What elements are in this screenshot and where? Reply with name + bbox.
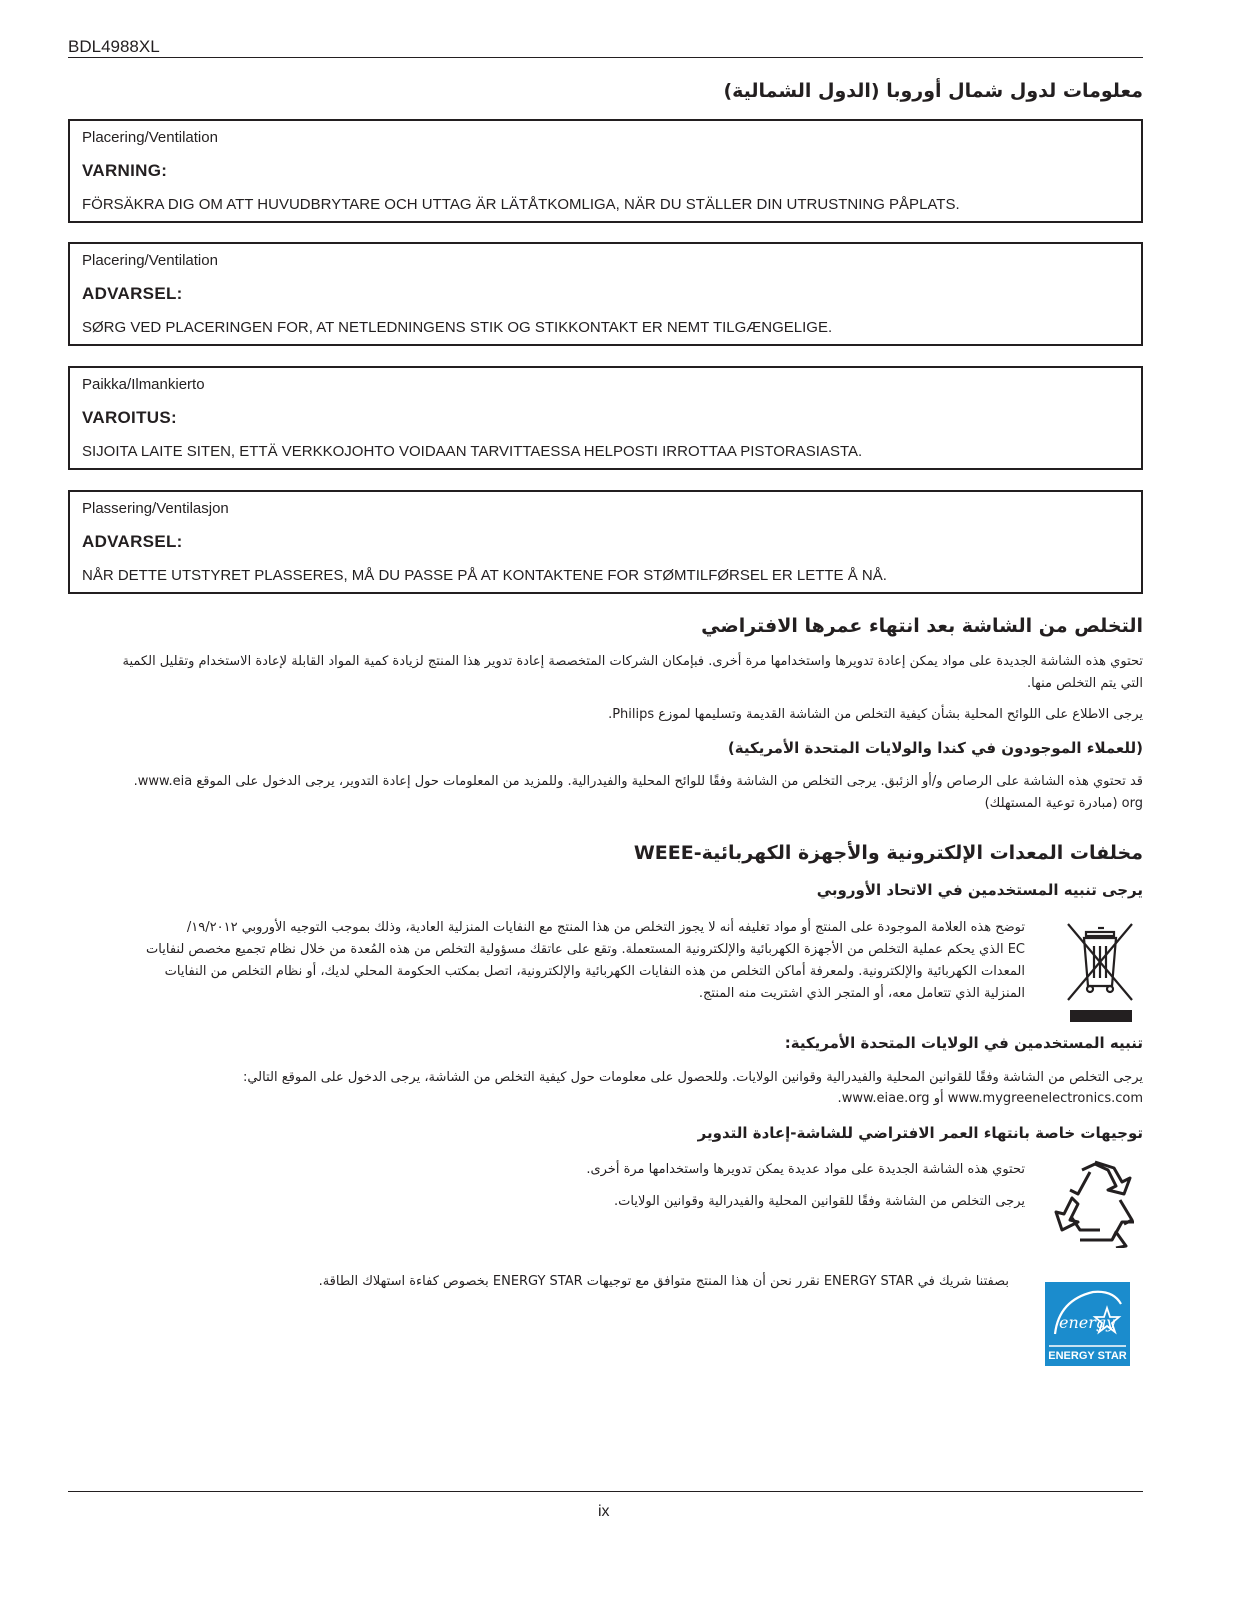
box-category: Paikka/Ilmankierto [82,376,205,393]
box-warning-label: VARNING: [82,161,168,180]
box-warning-label: ADVARSEL: [82,532,183,551]
box-warning-label: ADVARSEL: [82,284,183,303]
end-of-life-heading: توجيهات خاصة بانتهاء العمر الافتراضي للشاشة-إعادة التدوير [697,1124,1143,1142]
us-users-heading: تنبيه المستخدمين في الولايات المتحدة الأمريكية: [784,1034,1143,1052]
disposal-philips-paragraph: يرجى الاطلاع على اللوائح المحلية بشأن كيفية التخلص من الشاشة القديمة وتسليمها لموزع Philips. [608,707,1143,722]
crossed-out-bin-icon [1064,918,1136,1024]
eu-paragraph-line: المعدات الكهربائية والإلكترونية. ولمعرفة أماكن التخلص من هذه النفايات الكهربائية والإلكترونية، اتصل بمكتب الحكومة المحلي لديك، أو نظام التخلص من النفايات [164,964,1025,979]
footer-rule [68,1491,1143,1492]
box-warning-label: VAROITUS: [82,408,177,427]
box-message: FÖRSÄKRA DIG OM ATT HUVUDBRYTARE OCH UTTAG ÄR LÄTÅTKOMLIGA, NÄR DU STÄLLER DIN UTRUSTNING PÅPLATS. [82,196,960,213]
canada-us-paragraph-line: قد تحتوي هذه الشاشة على الرصاص و/أو الزئبق. يرجى التخلص من الشاشة وفقًا للوائح المحلية والفيدرالية. وللمزيد من المعلومات حول إعادة التدوير، يرجى الدخول على الموقع www.eia. [133,774,1143,789]
disposal-paragraph-line: التي يتم التخلص منها. [1026,676,1143,691]
box-category: Placering/Ventilation [82,252,218,269]
warning-box-danish [68,242,1143,346]
canada-us-paragraph-line: org (مبادرة توعية المستهلك) [984,796,1143,811]
us-paragraph-line: www.mygreenelectronics.com أو www.eiae.org. [837,1091,1143,1106]
nordic-section-title: معلومات لدول شمال أوروبا (الدول الشمالية) [723,80,1143,102]
disposal-section-title: التخلص من الشاشة بعد انتهاء عمرها الافتراضي [701,615,1143,637]
canada-us-heading: (للعملاء الموجودون في كندا والولايات المتحدة الأمريكية) [727,739,1143,757]
header-rule [68,57,1143,58]
energy-star-paragraph: بصفتنا شريك في ENERGY STAR نقرر نحن أن هذا المنتج متوافق مع توجيهات ENERGY STAR بخصوص كفاءة استهلاك الطاقة. [318,1274,1009,1289]
warning-box-norwegian [68,490,1143,594]
box-message: SØRG VED PLACERINGEN FOR, AT NETLEDNINGENS STIK OG STIKKONTAKT ER NEMT TILGÆNGELIGE. [82,319,833,336]
box-message: NÅR DETTE UTSTYRET PLASSERES, MÅ DU PASSE PÅ AT KONTAKTENE FOR STØMTILFØRSEL ER LETTE Å NÅ. [82,567,887,584]
warning-box-swedish [68,119,1143,223]
box-category: Plassering/Ventilasjon [82,500,229,517]
disposal-paragraph-line: تحتوي هذه الشاشة الجديدة على مواد يمكن إعادة تدويرها واستخدامها مرة أخرى. فبإمكان الشركات المتخصصة إعادة تدوير هذا المنتج لزيادة كمية المواد القابلة لإعادة الاستخدام وتقليل الكمية [122,654,1143,669]
end-of-life-paragraph-line: تحتوي هذه الشاشة الجديدة على مواد عديدة يمكن تدويرها واستخدامها مرة أخرى. [586,1162,1025,1177]
weee-section-title: مخلفات المعدات الإلكترونية والأجهزة الكهربائية-WEEE [633,842,1143,864]
end-of-life-paragraph-line: يرجى التخلص من الشاشة وفقًا للقوانين المحلية والفيدرالية وقوانين الولايات. [614,1194,1025,1209]
us-paragraph-line: يرجى التخلص من الشاشة وفقًا للقوانين المحلية والفيدرالية وقوانين الولايات. وللحصول على معلومات حول كيفية التخلص من الشاشة، يرجى الدخول على الموقع التالي: [242,1070,1143,1085]
eu-paragraph-line: توضح هذه العلامة الموجودة على المنتج أو مواد تغليفه أنه لا يجوز التخلص من هذا المنتج مع النفايات المنزلية العادية، وذلك بموجب التوجيه الأوروبي ١٩/٢٠١٢/ [186,920,1025,935]
box-message: SIJOITA LAITE SITEN, ETTÄ VERKKOJOHTO VOIDAAN TARVITTAESSA HELPOSTI IRROTTAA PISTORASIASTA. [82,443,863,460]
eu-paragraph-line: EC الذي يحكم عملية التخلص من الأجهزة الكهربائية والإلكترونية المستعملة. وتقع على عاتقك مسؤولية التخلص من هذه المُعدة من خلال نظام تجميع مخصص لنفايات [146,942,1025,957]
page-number: ix [598,1503,610,1520]
box-category: Placering/Ventilation [82,129,218,146]
energy-star-logo-label: ENERGY STAR [1048,1350,1127,1362]
warning-box-finnish [68,366,1143,470]
eu-paragraph-line: المنزلية الذي تتعامل معه، أو المتجر الذي اشتريت منه المنتج. [698,986,1025,1001]
recycle-icon [1050,1160,1140,1248]
document-model-header: BDL4988XL [68,37,160,56]
energy-star-logo [1045,1282,1130,1366]
svg-text:energy: energy [1059,1313,1116,1332]
eu-users-heading: يرجى تنبيه المستخدمين في الاتحاد الأوروبي [816,881,1143,899]
